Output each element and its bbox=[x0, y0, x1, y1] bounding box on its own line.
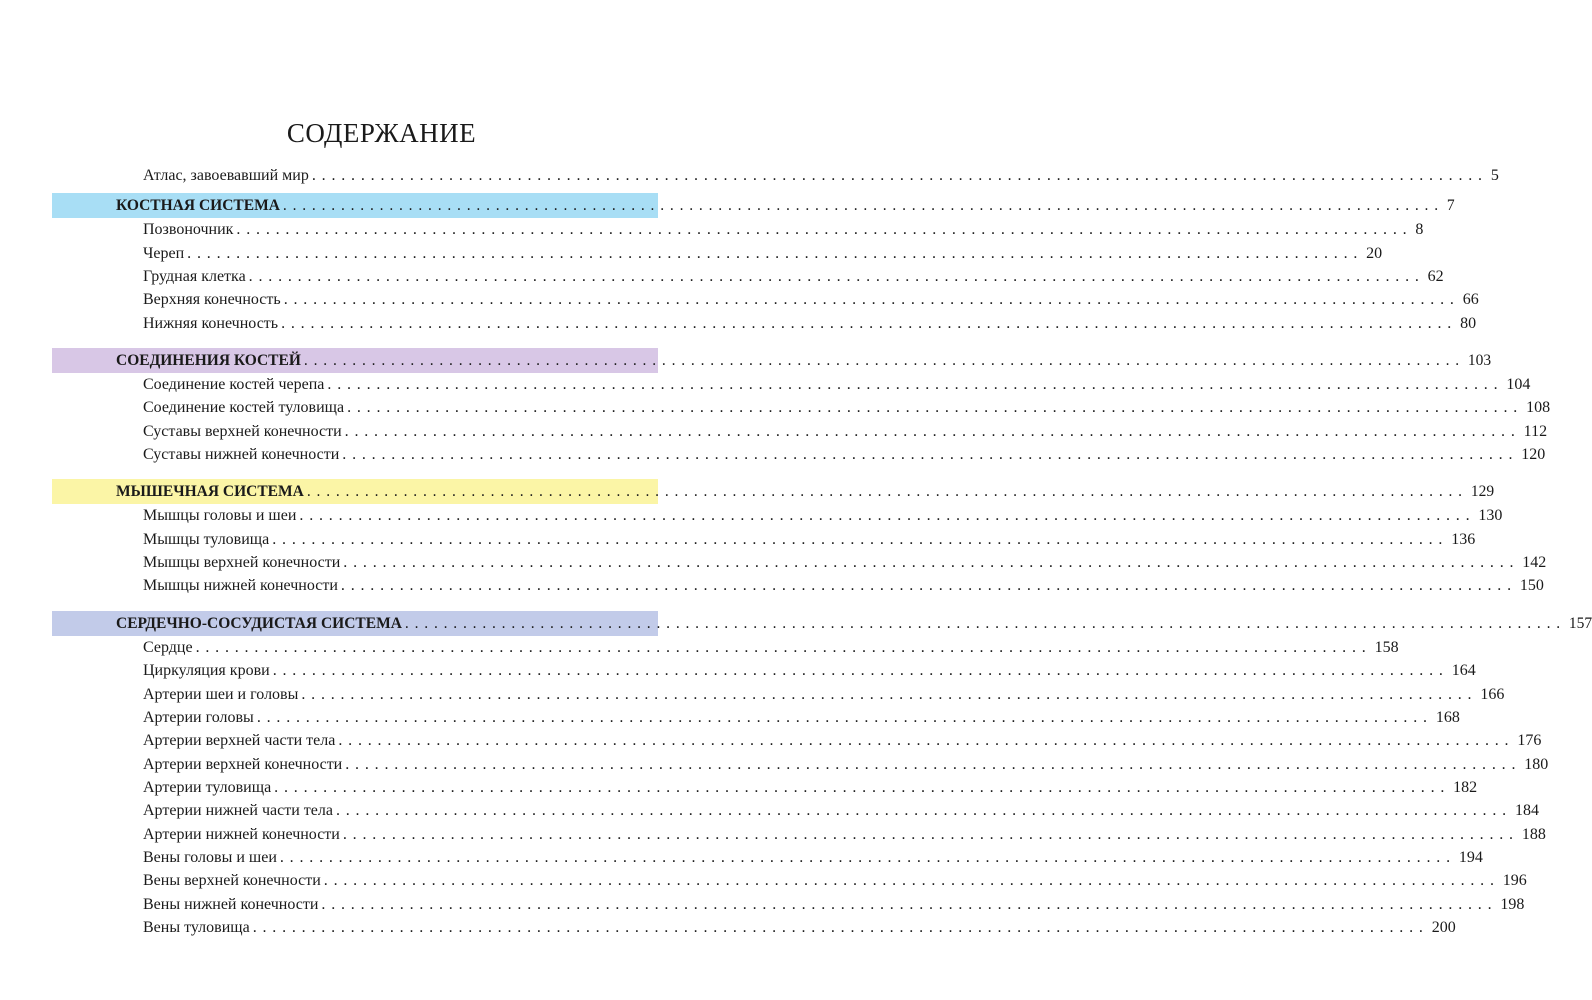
toc-entry-page: 112 bbox=[1523, 422, 1548, 440]
toc-entry-page: 120 bbox=[1521, 446, 1546, 464]
toc-entry[interactable] bbox=[143, 776, 1478, 799]
toc-entry-label: Суставы верхней конечности bbox=[143, 422, 342, 440]
leader-dots: ........................................................................................................................ bbox=[281, 314, 1458, 332]
toc-entry[interactable] bbox=[143, 218, 1424, 241]
leader-dots: ........................................................................................................................ bbox=[344, 422, 1521, 440]
toc-section-label: СЕРДЕЧНО-СОСУДИСТАЯ СИСТЕМА bbox=[116, 614, 402, 632]
toc-entry-page: 108 bbox=[1526, 399, 1551, 417]
toc-entry-page: 20 bbox=[1366, 244, 1383, 262]
toc-entry-page: 188 bbox=[1521, 825, 1546, 843]
toc-entry-label: Артерии верхней части тела bbox=[143, 732, 336, 750]
toc-entry[interactable] bbox=[143, 846, 1483, 869]
leader-dots: ........................................................................................................................ bbox=[343, 554, 1520, 572]
toc-entry[interactable] bbox=[143, 683, 1505, 706]
toc-entry-label: Циркуляция крови bbox=[143, 662, 270, 680]
toc-entry-label: Артерии верхней конечности bbox=[143, 755, 343, 773]
toc-entry[interactable] bbox=[143, 551, 1547, 574]
toc-entry-page: 62 bbox=[1427, 268, 1444, 286]
toc-section-label: КОСТНАЯ СИСТЕМА bbox=[116, 197, 280, 215]
section-band bbox=[52, 193, 1455, 218]
toc-entry-page: 194 bbox=[1458, 848, 1483, 866]
toc-entry[interactable] bbox=[143, 636, 1399, 659]
toc-entry[interactable] bbox=[143, 893, 1525, 916]
toc-entry-page: 166 bbox=[1480, 685, 1505, 703]
toc-section-label: СОЕДИНЕНИЯ КОСТЕЙ bbox=[116, 352, 301, 370]
toc-entry[interactable] bbox=[143, 869, 1527, 892]
page-title: СОДЕРЖАНИЕ bbox=[286, 118, 477, 148]
toc-entry-label: Позвоночник bbox=[143, 221, 234, 239]
toc-entry-label: Нижняя конечность bbox=[143, 314, 279, 332]
section-band bbox=[52, 611, 1592, 636]
toc-entry-page: 104 bbox=[1506, 376, 1531, 394]
leader-dots: ........................................................................................................................ bbox=[248, 268, 1425, 286]
toc-entry-label: Соединение костей туловища bbox=[143, 399, 345, 417]
toc-entry-page: 200 bbox=[1431, 918, 1456, 936]
toc-entry[interactable] bbox=[143, 706, 1460, 729]
toc-entry-label: Череп bbox=[143, 244, 185, 262]
section-band bbox=[52, 479, 1495, 504]
leader-dots: ........................................................................................................................ bbox=[274, 778, 1451, 796]
leader-dots: ........................................................................................................................ bbox=[340, 577, 1517, 595]
toc-entry-page: 182 bbox=[1453, 778, 1478, 796]
toc-entry[interactable] bbox=[143, 528, 1476, 551]
toc-entry-page: 164 bbox=[1451, 662, 1476, 680]
toc-section-page: 103 bbox=[1467, 352, 1492, 370]
toc-entry-page: 130 bbox=[1478, 507, 1503, 525]
toc-section-page: 7 bbox=[1446, 197, 1455, 215]
toc-entry[interactable] bbox=[143, 729, 1542, 752]
toc-entry-page: 176 bbox=[1517, 732, 1542, 750]
leader-dots: ........................................................................................................................ bbox=[252, 918, 1429, 936]
toc-entry-page: 196 bbox=[1502, 872, 1527, 890]
leader-dots: ........................................................................................................................ bbox=[345, 755, 1522, 773]
toc-entry-label: Артерии нижней части тела bbox=[143, 802, 333, 820]
leader-dots: ........................................................................................................................ bbox=[187, 244, 1364, 262]
leader-dots: ........................................................................................................................ bbox=[321, 895, 1498, 913]
toc-section-heading[interactable] bbox=[116, 479, 1495, 504]
leader-dots: ........................................................................................................................ bbox=[272, 662, 1449, 680]
toc-entry-label: Вены туловища bbox=[143, 918, 250, 936]
toc-entry[interactable] bbox=[143, 443, 1546, 466]
toc-entry-label: Вены нижней конечности bbox=[143, 895, 319, 913]
toc-entry-page: 5 bbox=[1490, 167, 1499, 184]
toc-entry[interactable] bbox=[143, 659, 1476, 682]
toc-entry-label: Вены верхней конечности bbox=[143, 872, 321, 890]
toc-entry[interactable] bbox=[143, 823, 1546, 846]
toc-entry-page: 80 bbox=[1460, 314, 1477, 332]
toc-entry[interactable] bbox=[143, 396, 1551, 419]
toc-entry-label: Мышцы туловища bbox=[143, 530, 270, 548]
toc-section-label: МЫШЕЧНАЯ СИСТЕМА bbox=[116, 483, 304, 501]
toc-entry-label: Артерии шеи и головы bbox=[143, 685, 299, 703]
leader-dots: ........................................................................................................................ bbox=[323, 872, 1500, 890]
toc-entry[interactable] bbox=[143, 916, 1456, 939]
toc-entry-label: Соединение костей черепа bbox=[143, 376, 325, 394]
toc-entry[interactable] bbox=[143, 373, 1531, 396]
toc-sections bbox=[0, 193, 1592, 939]
toc-entry-page: 150 bbox=[1519, 577, 1544, 595]
section-band bbox=[52, 348, 1492, 373]
section-spacer bbox=[0, 598, 763, 605]
leader-dots: ........................................................................................................................ bbox=[342, 446, 1519, 464]
leader-dots: ........................................................................................................................ bbox=[303, 352, 1465, 370]
toc-entry-page: 142 bbox=[1522, 554, 1547, 572]
toc-entry-label: Мышцы головы и шеи bbox=[143, 507, 297, 525]
leader-dots: ........................................................................................................................ bbox=[335, 802, 1512, 820]
toc-entry-label: Мышцы верхней конечности bbox=[143, 554, 341, 572]
toc-section-heading[interactable] bbox=[116, 611, 1592, 636]
section-spacer bbox=[0, 466, 763, 473]
toc-entry-page: 184 bbox=[1514, 802, 1539, 820]
toc-entry-page: 180 bbox=[1524, 755, 1549, 773]
toc-entry-label: Артерии туловища bbox=[143, 778, 272, 796]
toc-entry-label: Атлас, завоевавший мир bbox=[143, 167, 309, 184]
toc-section-page: 129 bbox=[1470, 483, 1495, 501]
toc-entry-label: Вены головы и шеи bbox=[143, 848, 277, 866]
toc-entry[interactable] bbox=[143, 420, 1548, 443]
section-spacer bbox=[0, 335, 763, 342]
leader-dots: ........................................................................................................................ bbox=[301, 685, 1478, 703]
toc-entry-page: 158 bbox=[1374, 638, 1399, 656]
table-of-contents bbox=[0, 164, 1592, 939]
toc-entry[interactable] bbox=[143, 242, 1383, 265]
toc-entry-page: 136 bbox=[1451, 530, 1476, 548]
leader-dots: ........................................................................................................................ bbox=[279, 848, 1456, 866]
toc-entry[interactable] bbox=[143, 753, 1549, 776]
leader-dots: ........................................................................................................................ bbox=[283, 291, 1460, 309]
leader-dots: ........................................................................................................................ bbox=[311, 167, 1488, 184]
toc-entry-label: Артерии головы bbox=[143, 708, 254, 726]
leader-dots: ........................................................................................................................ bbox=[272, 530, 1449, 548]
toc-entry-label: Верхняя конечность bbox=[143, 291, 281, 309]
toc-entry-label: Суставы нижней конечности bbox=[143, 446, 340, 464]
toc-entry[interactable] bbox=[143, 799, 1539, 822]
toc-entry-page: 198 bbox=[1500, 895, 1525, 913]
toc-entry[interactable] bbox=[143, 574, 1544, 597]
leader-dots: ........................................................................................................................ bbox=[282, 197, 1444, 215]
toc-entry[interactable] bbox=[143, 288, 1479, 311]
toc-entry[interactable] bbox=[143, 504, 1503, 527]
toc-section-heading[interactable] bbox=[116, 348, 1492, 373]
toc-entry-page: 168 bbox=[1435, 708, 1460, 726]
toc-entry-page: 8 bbox=[1415, 221, 1424, 239]
toc-entry-label: Грудная клетка bbox=[143, 268, 246, 286]
toc-entry-label: Артерии нижней конечности bbox=[143, 825, 340, 843]
toc-entry[interactable] bbox=[143, 265, 1444, 288]
toc-section-page: 157 bbox=[1568, 614, 1592, 632]
leader-dots: ........................................................................................................................ bbox=[299, 507, 1476, 525]
leader-dots: ........................................................................................................................ bbox=[342, 825, 1519, 843]
toc-entry-intro[interactable] bbox=[143, 164, 1499, 187]
toc-section-heading[interactable] bbox=[116, 193, 1455, 218]
leader-dots: ........................................................................................................................ bbox=[404, 614, 1566, 632]
leader-dots: ........................................................................................................................ bbox=[347, 399, 1524, 417]
leader-dots: ........................................................................................................................ bbox=[338, 732, 1515, 750]
leader-dots: ........................................................................................................................ bbox=[306, 483, 1468, 501]
toc-entry-label: Мышцы нижней конечности bbox=[143, 577, 338, 595]
leader-dots: ........................................................................................................................ bbox=[236, 221, 1413, 239]
leader-dots: ........................................................................................................................ bbox=[256, 708, 1433, 726]
toc-entry-label: Сердце bbox=[143, 638, 193, 656]
toc-entry[interactable] bbox=[143, 312, 1477, 335]
toc-entry-page: 66 bbox=[1462, 291, 1479, 309]
leader-dots: ........................................................................................................................ bbox=[195, 638, 1372, 656]
leader-dots: ........................................................................................................................ bbox=[327, 376, 1504, 394]
